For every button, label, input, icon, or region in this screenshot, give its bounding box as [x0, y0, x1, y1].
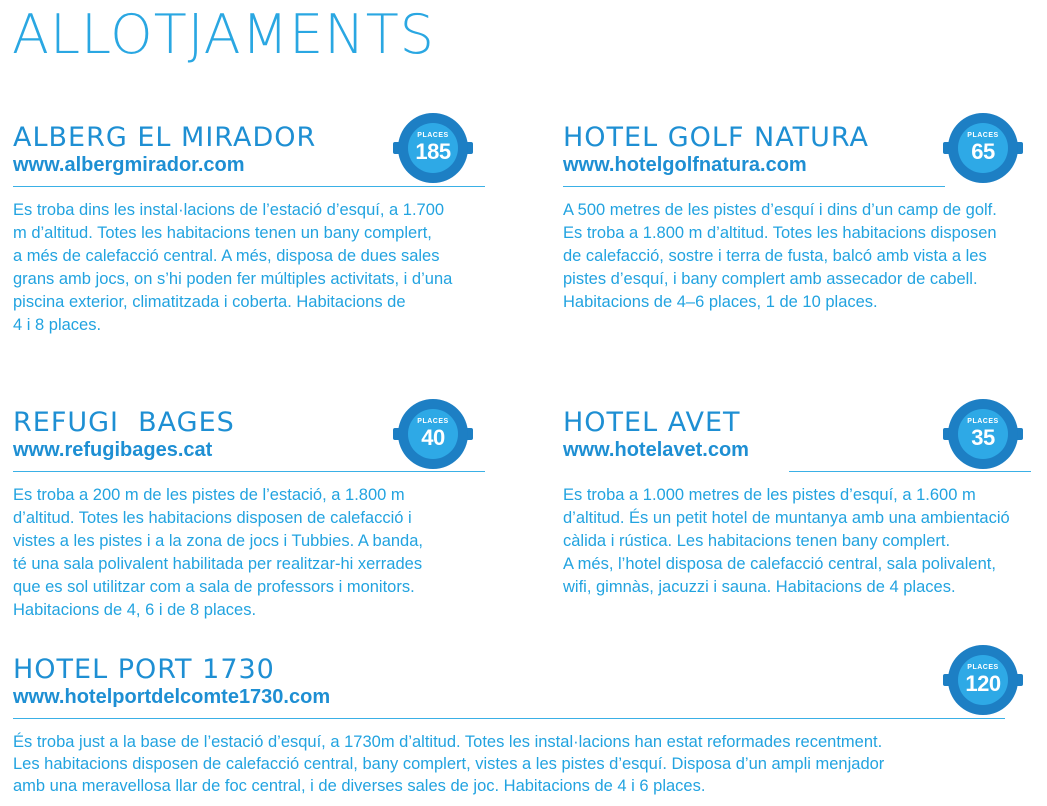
- places-badge: [398, 113, 468, 183]
- places-badge: [948, 399, 1018, 469]
- places-count: 65: [971, 139, 995, 164]
- description-line: a més de calefacció central. A més, disposa de dues sales: [13, 247, 440, 265]
- accommodation-description: [563, 484, 1010, 599]
- places-label: PLACES: [967, 418, 999, 425]
- accommodation-description: [13, 484, 423, 622]
- description-line: A 500 metres de les pistes d’esquí i dins d’un camp de golf.: [563, 201, 997, 219]
- description-line: m d’altitud. Totes les habitacions tenen un bany complert,: [13, 224, 432, 242]
- accommodation-card-hotel-port-1730: [13, 655, 1033, 805]
- description-line: grans amb jocs, on s’hi poden fer múltiples activitats, i d’una: [13, 270, 453, 288]
- accommodation-url-link[interactable]: www.hotelavet.com: [563, 439, 749, 461]
- divider: [13, 471, 485, 472]
- description-line: d’altitud. És un petit hotel de muntanya amb una ambientació: [563, 509, 1010, 527]
- description-line: que es sol utilitzar com a sala de professors i monitors.: [13, 578, 415, 596]
- accommodation-name: HOTEL GOLF NATURA: [563, 122, 870, 153]
- description-line: pistes d’esquí, i bany complert amb assecador de cabell.: [563, 270, 978, 288]
- description-line: càlida i rústica. Les habitacions tenen bany complert.: [563, 532, 951, 550]
- places-badge: [398, 399, 468, 469]
- accommodation-name: ALBERG EL MIRADOR: [13, 122, 317, 153]
- description-line: amb una meravellosa llar de foc central, i de diverses sales de joc. Habitacions de 4 i 6 places.: [13, 777, 706, 795]
- places-count: 185: [415, 139, 451, 164]
- places-badge: [948, 113, 1018, 183]
- places-count: 35: [971, 425, 995, 450]
- description-line: de calefacció, sostre i terra de fusta, balcó amb vista a les: [563, 247, 987, 265]
- description-line: A més, l’hotel disposa de calefacció central, sala polivalent,: [563, 555, 996, 573]
- places-label: PLACES: [967, 132, 999, 139]
- description-line: Es troba a 1.000 metres de les pistes d’esquí, a 1.600 m: [563, 486, 976, 504]
- divider: [563, 186, 945, 187]
- places-label: PLACES: [417, 132, 449, 139]
- description-line: vistes a les pistes i a la zona de jocs i Tubbies. A banda,: [13, 532, 423, 550]
- description-line: 4 i 8 places.: [13, 316, 102, 334]
- places-badge: [948, 645, 1018, 715]
- description-line: d’altitud. Totes les habitacions disposen de calefacció i: [13, 509, 412, 527]
- description-line: És troba just a la base de l’estació d’esquí, a 1730m d’altitud. Totes les instal·lacions han estat reformades recentment.: [13, 733, 883, 751]
- accommodation-name: HOTEL PORT 1730: [13, 654, 275, 685]
- places-count: 120: [965, 671, 1001, 696]
- places-label: PLACES: [967, 664, 999, 671]
- divider: [13, 186, 485, 187]
- places-label: PLACES: [417, 418, 449, 425]
- description-line: Es troba dins les instal·lacions de l’estació d’esquí, a 1.700: [13, 201, 445, 219]
- accommodation-name: REFUGI BAGES: [13, 407, 235, 438]
- accommodation-url-link[interactable]: www.albergmirador.com: [13, 154, 245, 176]
- accommodation-description: [13, 199, 452, 337]
- description-line: Habitacions de 4–6 places, 1 de 10 places.: [563, 293, 878, 311]
- accommodation-url-link[interactable]: www.hotelgolfnatura.com: [563, 154, 807, 176]
- divider: [13, 718, 1005, 719]
- accommodation-description: [563, 199, 997, 314]
- description-line: Habitacions de 4, 6 i de 8 places.: [13, 601, 257, 619]
- accommodation-description: [13, 731, 884, 797]
- accommodation-url-link[interactable]: www.refugibages.cat: [13, 439, 213, 461]
- description-line: té una sala polivalent habilitada per realitzar-hi xerrades: [13, 555, 423, 573]
- places-count: 40: [421, 425, 445, 450]
- accommodation-url-link[interactable]: www.hotelportdelcomte1730.com: [13, 686, 331, 708]
- description-line: Es troba a 1.800 m d’altitud. Totes les habitacions disposen: [563, 224, 997, 242]
- description-line: wifi, gimnàs, jacuzzi i sauna. Habitacions de 4 places.: [563, 578, 956, 596]
- description-line: Es troba a 200 m de les pistes de l’estació, a 1.800 m: [13, 486, 405, 504]
- description-line: piscina exterior, climatitzada i coberta. Habitacions de: [13, 293, 406, 311]
- divider: [789, 471, 1031, 472]
- description-line: Les habitacions disposen de calefacció central, bany complert, vistes a les pistes d’esquí. Disposa d’un ampli menjador: [13, 755, 885, 773]
- accommodation-name: HOTEL AVET: [563, 407, 741, 438]
- page-title: ALLOTJAMENTS: [12, 3, 435, 66]
